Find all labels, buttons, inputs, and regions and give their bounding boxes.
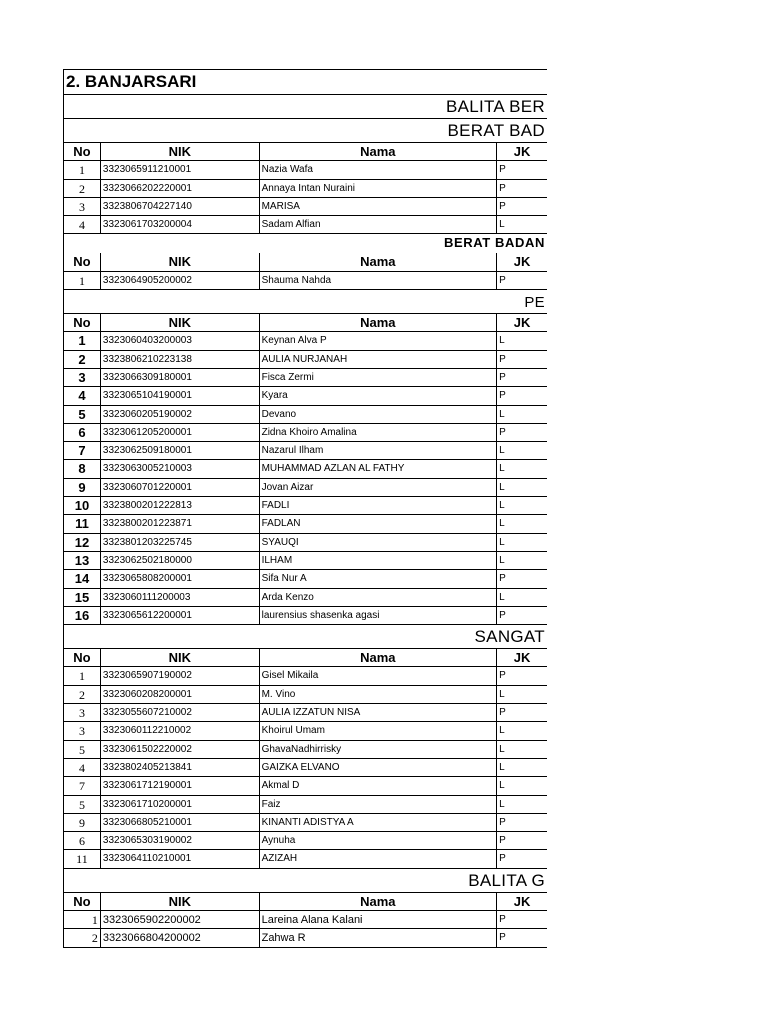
cell-nik: 3323060403200003 [101,332,260,350]
cell-nik: 3323062509180001 [101,442,260,460]
cell-nama: Fisca Zermi [260,369,498,387]
cell-nama: Zidna Khoiro Amalina [260,424,498,442]
cell-no: 1 [64,911,101,929]
sections-container [63,119,547,948]
column-header-no: No [64,893,101,911]
cell-nama: Gisel Mikaila [260,667,498,685]
column-header-nama: Nama [260,143,498,161]
cell-nama: Akmal D [260,777,498,795]
cell-nik: 3323806704227140 [101,198,260,216]
cell-jk: P [497,161,547,179]
cell-nik: 3323066309180001 [101,369,260,387]
cell-nik: 3323064905200002 [101,272,260,290]
cell-nama: AULIA IZZATUN NISA [260,704,498,722]
cell-nama: GAIZKA ELVANO [260,759,498,777]
cell-nik: 3323065808200001 [101,570,260,588]
cell-nik: 3323062502180000 [101,552,260,570]
column-header-no: No [64,649,101,667]
cell-jk: L [497,216,547,234]
table-row [63,704,547,722]
cell-jk: L [497,460,547,478]
cell-nama: FADLAN [260,515,498,533]
cell-nik: 3323065612200001 [101,607,260,625]
cell-jk: P [497,180,547,198]
section-heading-row [63,119,547,143]
cell-nik: 3323055607210002 [101,704,260,722]
cell-no: 1 [64,332,101,350]
cell-no: 3 [64,369,101,387]
cell-nik: 3323801203225745 [101,534,260,552]
column-header-jk: JK [497,649,547,667]
section-heading-row [63,625,547,649]
column-header-nik: NIK [101,253,260,271]
sheet-title-row [63,69,547,95]
table-row [63,607,547,625]
cell-nik: 3323061703200004 [101,216,260,234]
cell-nama: Shauma Nahda [260,272,498,290]
cell-nik: 3323065104190001 [101,387,260,405]
cell-nik: 3323063005210003 [101,460,260,478]
cell-nik: 3323065907190002 [101,667,260,685]
table-row [63,589,547,607]
cell-nik: 3323065902200002 [101,911,260,929]
cell-nama: GhavaNadhirrisky [260,741,498,759]
cell-jk: P [497,814,547,832]
cell-no: 5 [64,741,101,759]
table-row [63,369,547,387]
cell-no: 13 [64,552,101,570]
cell-nama: KINANTI ADISTYA A [260,814,498,832]
cell-nama: MARISA [260,198,498,216]
cell-nik: 3323065911210001 [101,161,260,179]
column-header-nik: NIK [101,893,260,911]
column-header-no: No [64,314,101,332]
cell-no: 15 [64,589,101,607]
cell-no: 8 [64,460,101,478]
cell-jk: L [497,777,547,795]
cell-jk: L [497,497,547,515]
table-row [63,161,547,179]
table-row [63,515,547,533]
cell-nama: AZIZAH [260,850,498,868]
cell-no: 14 [64,570,101,588]
section-heading-row [63,234,547,253]
table-row [63,424,547,442]
cell-jk: L [497,796,547,814]
cell-nama: Nazarul Ilham [260,442,498,460]
cell-jk: P [497,369,547,387]
table-row [63,722,547,740]
cell-nik: 3323060205190002 [101,406,260,424]
cell-nama: Faiz [260,796,498,814]
table-row [63,814,547,832]
table-row [63,686,547,704]
section-heading: BALITA G [468,870,545,890]
spreadsheet [63,69,547,948]
table-row [63,759,547,777]
table-row [63,929,547,947]
cell-nik: 3323061712190001 [101,777,260,795]
cell-jk: L [497,741,547,759]
cell-nama: Sifa Nur A [260,570,498,588]
column-header-jk: JK [497,253,547,271]
cell-nama: Kyara [260,387,498,405]
table-row [63,850,547,868]
section-heading: BERAT BADAN [444,235,545,251]
cell-no: 7 [64,777,101,795]
section-heading-row [63,290,547,314]
section-heading: BERAT BAD [447,121,545,140]
table-row [63,406,547,424]
cell-nik: 3323065303190002 [101,832,260,850]
section-heading: SANGAT [474,627,545,647]
cell-nik: 3323806210223138 [101,351,260,369]
cell-nik: 3323060701220001 [101,479,260,497]
cell-nik: 3323060208200001 [101,686,260,704]
cell-jk: L [497,552,547,570]
cell-no: 1 [64,161,101,179]
column-header-nik: NIK [101,649,260,667]
cell-nama: Annaya Intan Nuraini [260,180,498,198]
cell-no: 3 [64,198,101,216]
table-row [63,570,547,588]
cell-no: 6 [64,424,101,442]
column-header-nama: Nama [260,649,498,667]
cell-nama: FADLI [260,497,498,515]
cell-no: 4 [64,759,101,777]
cell-no: 3 [64,722,101,740]
cell-nama: Devano [260,406,498,424]
cell-jk: L [497,589,547,607]
cell-nik: 3323800201222813 [101,497,260,515]
cell-no: 7 [64,442,101,460]
cell-no: 5 [64,406,101,424]
cell-jk: L [497,759,547,777]
banner-row [63,95,547,119]
cell-no: 10 [64,497,101,515]
cell-no: 16 [64,607,101,625]
table-row [63,667,547,685]
cell-jk: P [497,198,547,216]
cell-no: 1 [64,272,101,290]
cell-nama: Arda Kenzo [260,589,498,607]
cell-jk: L [497,442,547,460]
cell-no: 2 [64,351,101,369]
cell-no: 5 [64,796,101,814]
column-header-nama: Nama [260,314,498,332]
table-row [63,796,547,814]
cell-no: 4 [64,216,101,234]
cell-nik: 3323061710200001 [101,796,260,814]
cell-nama: Keynan Alva P [260,332,498,350]
table-row [63,442,547,460]
cell-jk: P [497,911,547,929]
table-row [63,198,547,216]
column-header-nik: NIK [101,314,260,332]
cell-nik: 3323066805210001 [101,814,260,832]
table-header [63,649,547,667]
column-header-jk: JK [497,893,547,911]
table-row [63,832,547,850]
table-row [63,534,547,552]
table-row [63,272,547,290]
table-header [63,314,547,332]
table-row [63,460,547,478]
cell-jk: P [497,607,547,625]
table-row [63,911,547,929]
cell-nama: Aynuha [260,832,498,850]
table-row [63,777,547,795]
section-heading: PE [524,294,545,312]
cell-jk: L [497,722,547,740]
cell-nik: 3323800201223871 [101,515,260,533]
table-row [63,351,547,369]
table-header [63,253,547,271]
cell-nik: 3323060112210002 [101,722,260,740]
cell-nama: Zahwa R [260,929,498,947]
cell-jk: L [497,686,547,704]
column-header-no: No [64,143,101,161]
cell-jk: P [497,570,547,588]
section-heading-row [63,869,547,893]
cell-jk: P [497,850,547,868]
cell-no: 11 [64,850,101,868]
cell-nama: M. Vino [260,686,498,704]
column-header-jk: JK [497,314,547,332]
cell-no: 2 [64,686,101,704]
cell-no: 9 [64,479,101,497]
cell-no: 1 [64,667,101,685]
cell-nik: 3323066804200002 [101,929,260,947]
cell-jk: L [497,332,547,350]
cell-nama: MUHAMMAD AZLAN AL FATHY [260,460,498,478]
column-header-no: No [64,253,101,271]
sheet-title: 2. BANJARSARI [66,72,197,91]
cell-jk: P [497,424,547,442]
column-header-nama: Nama [260,893,498,911]
cell-jk: P [497,704,547,722]
banner-heading: BALITA BER [445,97,545,116]
cell-nama: Khoirul Umam [260,722,498,740]
cell-nik: 3323061502220002 [101,741,260,759]
cell-no: 4 [64,387,101,405]
table-row [63,552,547,570]
table-row [63,180,547,198]
cell-nama: Nazia Wafa [260,161,498,179]
cell-nik: 3323066202220001 [101,180,260,198]
cell-jk: P [497,272,547,290]
cell-nik: 3323061205200001 [101,424,260,442]
column-header-nama: Nama [260,253,498,271]
cell-no: 12 [64,534,101,552]
cell-jk: P [497,832,547,850]
cell-no: 6 [64,832,101,850]
table-header [63,143,547,161]
cell-no: 3 [64,704,101,722]
cell-jk: L [497,406,547,424]
cell-jk: L [497,534,547,552]
cell-nik: 3323802405213841 [101,759,260,777]
column-header-jk: JK [497,143,547,161]
cell-nama: laurensius shasenka agasi [260,607,498,625]
cell-no: 2 [64,929,101,947]
table-header [63,893,547,911]
table-row [63,741,547,759]
column-header-nik: NIK [101,143,260,161]
table-row [63,332,547,350]
cell-nama: Lareina Alana Kalani [260,911,498,929]
cell-no: 2 [64,180,101,198]
cell-nik: 3323060111200003 [101,589,260,607]
cell-nama: Sadam Alfian [260,216,498,234]
cell-no: 11 [64,515,101,533]
cell-nama: SYAUQI [260,534,498,552]
cell-no: 9 [64,814,101,832]
table-row [63,479,547,497]
cell-jk: P [497,351,547,369]
cell-jk: L [497,515,547,533]
cell-nama: AULIA NURJANAH [260,351,498,369]
cell-nik: 3323064110210001 [101,850,260,868]
cell-jk: L [497,479,547,497]
cell-jk: P [497,929,547,947]
cell-jk: P [497,667,547,685]
cell-jk: P [497,387,547,405]
cell-nama: ILHAM [260,552,498,570]
cell-nama: Jovan Aizar [260,479,498,497]
table-row [63,216,547,234]
table-row [63,387,547,405]
table-row [63,497,547,515]
